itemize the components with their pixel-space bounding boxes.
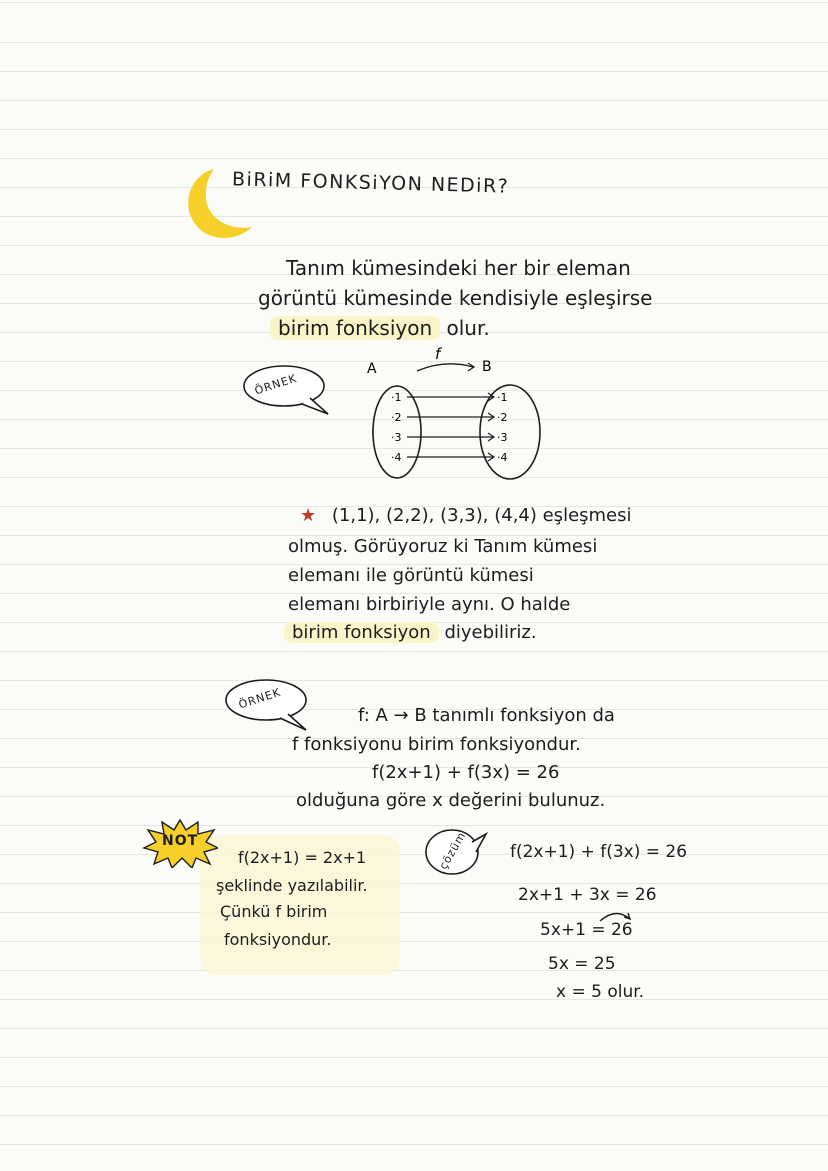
solution-line-2: 2x+1 + 3x = 26	[518, 885, 657, 905]
set-b-element: ·3	[497, 431, 508, 444]
definition-line-3	[270, 316, 490, 340]
set-b-element: ·2	[497, 411, 508, 424]
star-icon: ★	[300, 505, 317, 526]
explanation-line-2: olmuş. Görüyoruz ki Tanım kümesi	[288, 536, 598, 557]
set-b-label: B	[482, 359, 492, 375]
explanation-line-4: elemanı birbiriyle aynı. O halde	[288, 594, 571, 615]
set-b-ellipse	[480, 385, 540, 479]
explanation-highlight: birim fonksiyon	[284, 622, 439, 643]
note-line-3: Çünkü f birim	[220, 902, 328, 921]
solution-line-5: x = 5 olur.	[556, 982, 645, 1002]
definition-highlight: birim fonksiyon	[270, 316, 440, 340]
definition-line-2: görüntü kümesinde kendisiyle eşleşirse	[258, 286, 653, 310]
example2-line-4: olduğuna göre x değerini bulunuz.	[296, 790, 606, 811]
set-a-element: ·4	[391, 451, 402, 464]
solution-bubble	[420, 822, 490, 882]
solution-bubble-label: çözüm	[436, 829, 469, 872]
set-a-element: ·2	[391, 411, 402, 424]
mapping-diagram	[355, 345, 555, 485]
solution-line-1: f(2x+1) + f(3x) = 26	[510, 842, 688, 862]
example-bubble	[240, 362, 336, 420]
solution-line-4: 5x = 25	[548, 954, 616, 974]
set-a-element: ·1	[391, 391, 402, 404]
note-line-1: f(2x+1) = 2x+1	[238, 848, 367, 867]
explanation-pairs: (1,1), (2,2), (3,3), (4,4) eşleşmesi	[331, 505, 632, 526]
function-label: f	[435, 345, 441, 363]
explanation-rest: diyebiliriz.	[444, 622, 537, 643]
note-badge-label: NOT	[162, 833, 199, 849]
example2-line-1: f: A → B tanımlı fonksiyon da	[358, 705, 615, 726]
explanation-line-1	[300, 505, 632, 526]
set-a-label: A	[367, 361, 377, 377]
set-b-element: ·4	[497, 451, 508, 464]
explanation-line-3: elemanı ile görüntü kümesi	[288, 565, 534, 586]
note-line-4: fonksiyondur.	[224, 930, 332, 949]
definition-line-1: Tanım kümesindeki her bir eleman	[286, 256, 631, 280]
example-bubble-2-label: ÖRNEK	[237, 685, 283, 712]
set-a-element: ·3	[391, 431, 402, 444]
example-bubble-2	[222, 676, 318, 736]
solution-line-3: 5x+1 = 26	[540, 920, 633, 940]
explanation-line-5	[284, 622, 537, 643]
example-bubble-label: ÖRNEK	[253, 371, 299, 398]
definition-rest: olur.	[446, 316, 490, 340]
note-line-2: şeklinde yazılabilir.	[216, 876, 368, 895]
example2-line-2: f fonksiyonu birim fonksiyondur.	[292, 734, 581, 755]
set-b-element: ·1	[497, 391, 508, 404]
example2-line-3: f(2x+1) + f(3x) = 26	[372, 762, 560, 783]
page-title: BiRiM FONKSiYON NEDiR?	[231, 168, 510, 198]
